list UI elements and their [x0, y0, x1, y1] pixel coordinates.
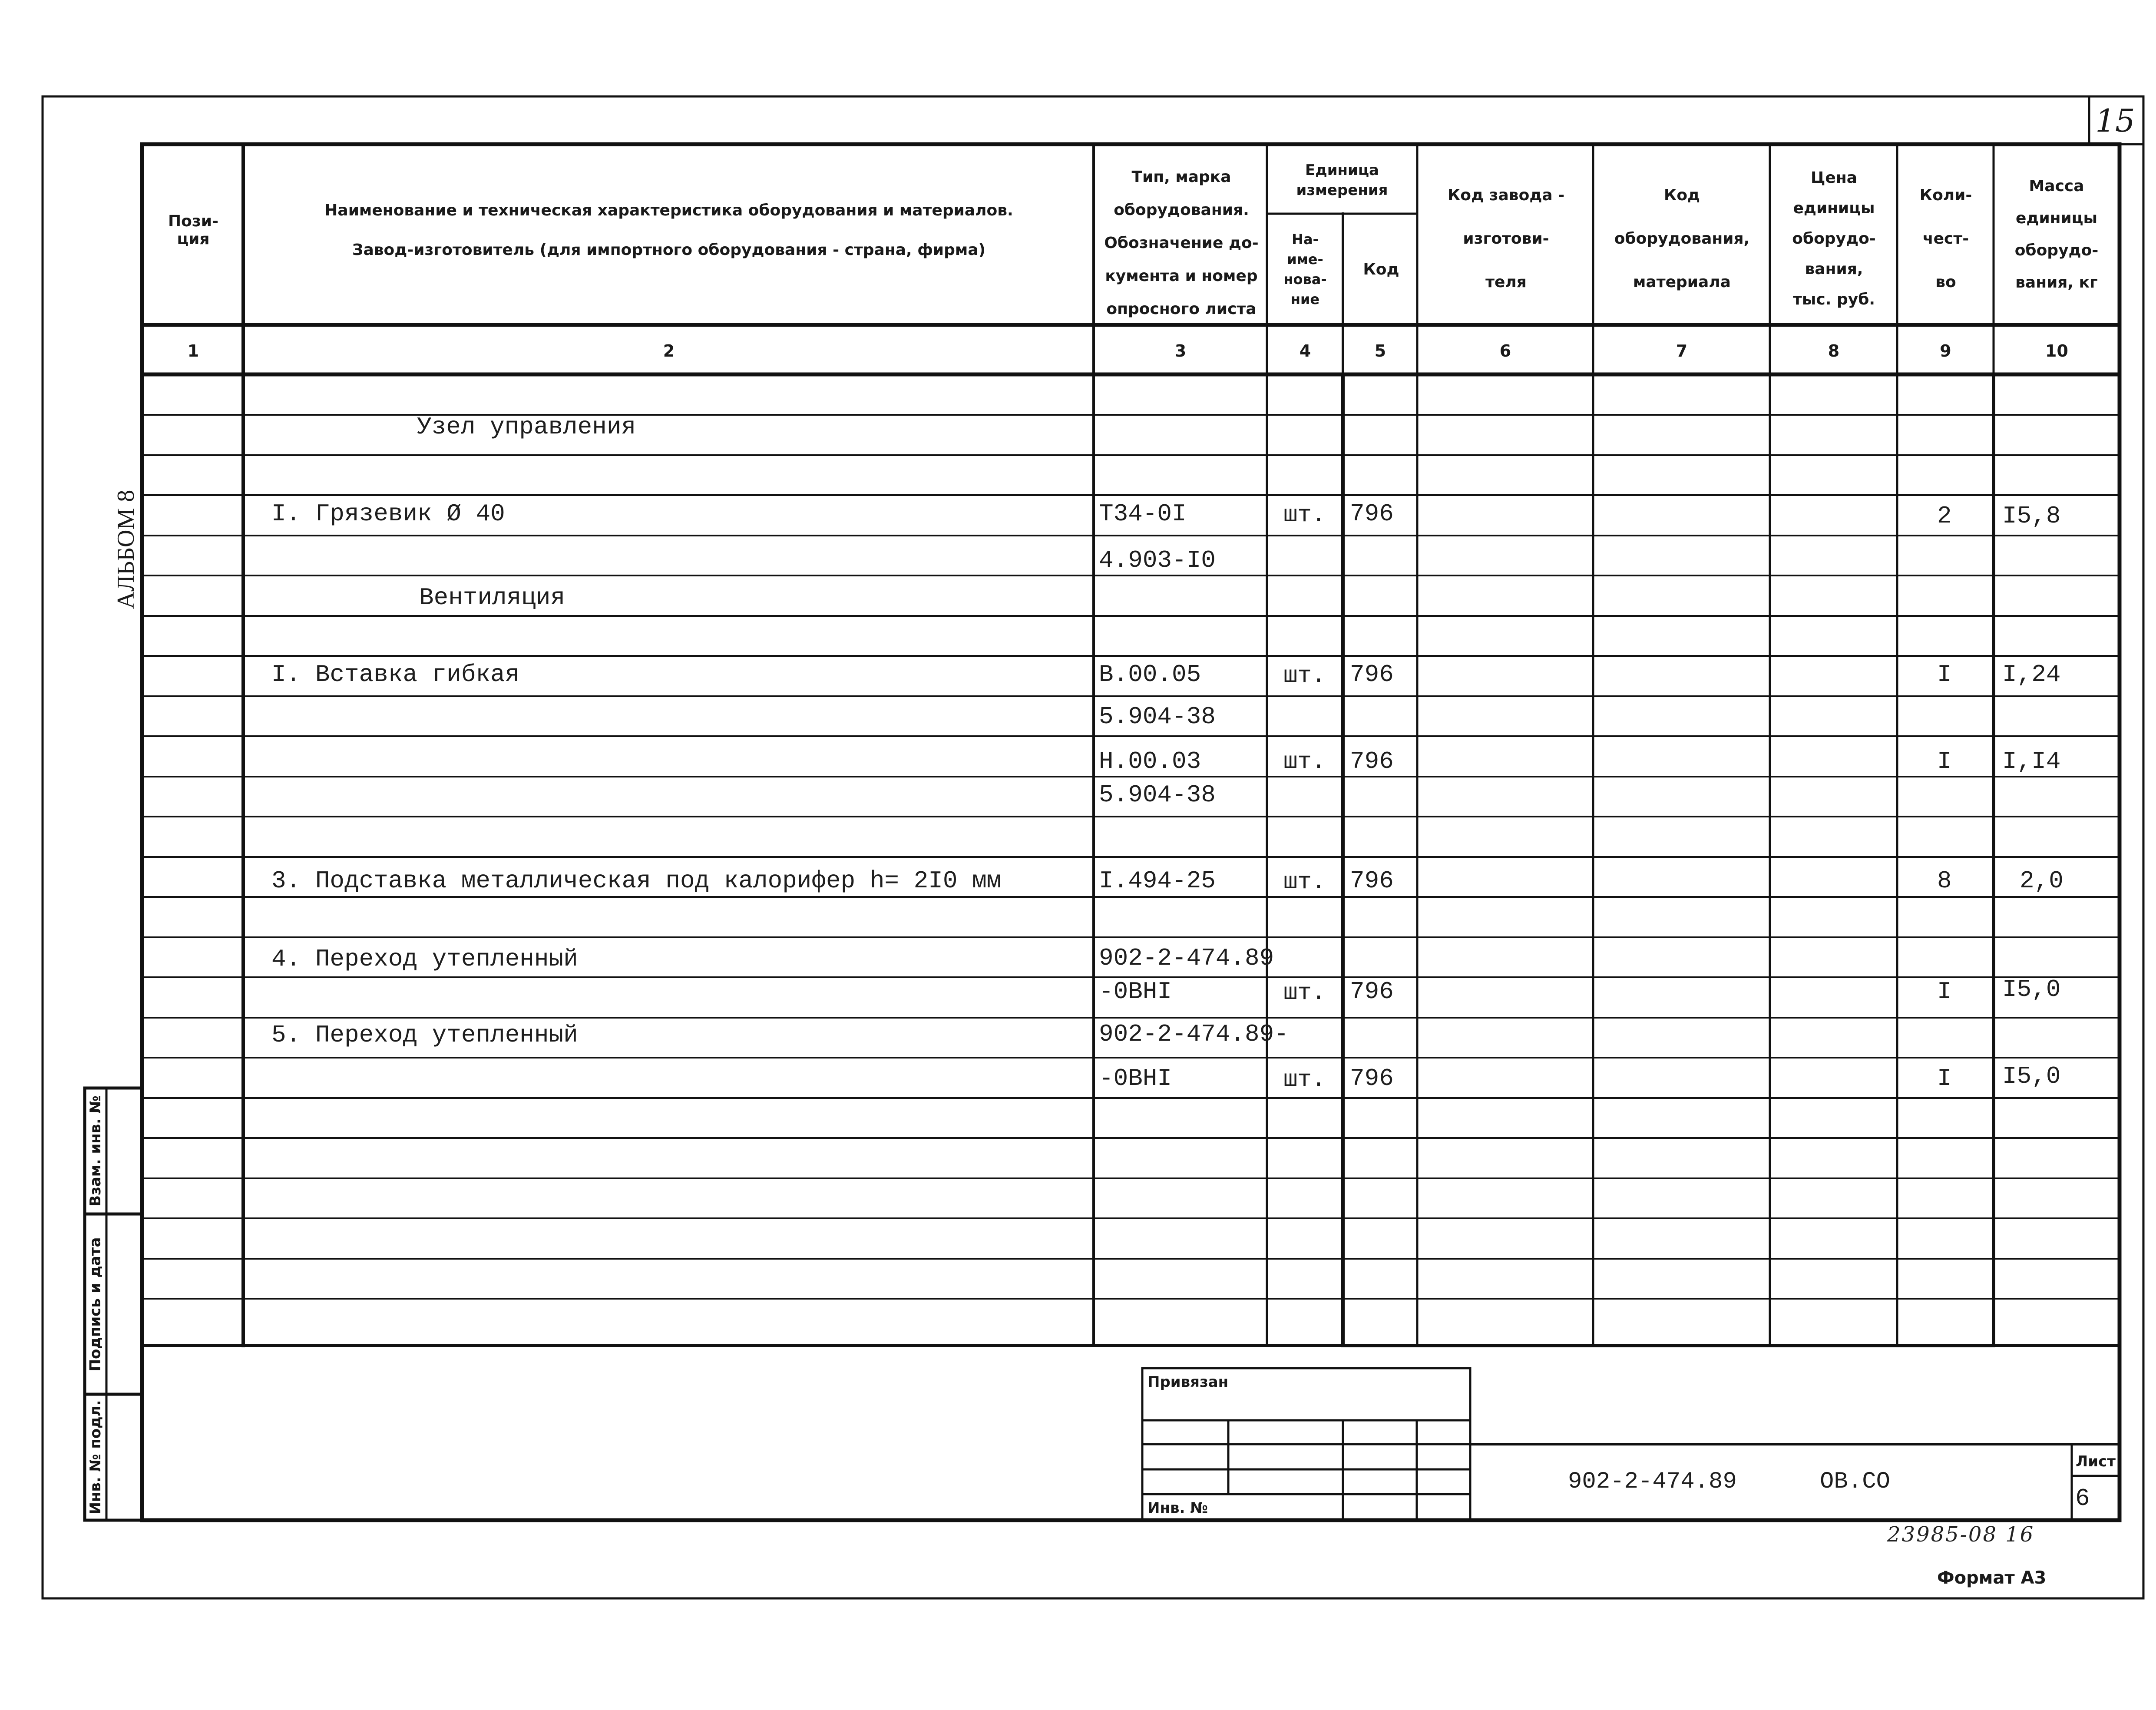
item-mass: I,24 — [2002, 661, 2061, 688]
inv-podl-label: Инв. № подл. — [87, 1400, 104, 1515]
item-doc: I.494-25 — [1099, 867, 1216, 895]
item-name: 5. Переход утепленный — [271, 1021, 578, 1049]
item-doc: -0ВНI — [1099, 978, 1172, 1005]
header-col-4-5: Единица измерения — [1296, 162, 1388, 199]
item-qty: 8 — [1937, 867, 1952, 895]
item-unit: шт. — [1283, 1067, 1326, 1093]
header-col-3-line: кумента и номер — [1105, 267, 1258, 285]
item-qty: I — [1937, 748, 1952, 775]
header-col-6: Код завода - изготови- теля — [1447, 186, 1565, 291]
privyazan-title: Привязан — [1147, 1373, 1229, 1391]
column-number: 8 — [1828, 341, 1840, 361]
album-label: АЛЬБОМ 8 — [112, 490, 139, 609]
title-block-doc-code: 902-2-474.89 — [1568, 1469, 1737, 1495]
item-qty: I — [1937, 978, 1952, 1005]
header-col-1: Пози- ция — [168, 212, 218, 248]
item-doc: -0ВНI — [1099, 1065, 1172, 1092]
header-col-8: Цена единицы оборудо- вания, тыс. руб. — [1792, 169, 1876, 308]
section-title-control-unit: Узел управления — [417, 413, 636, 441]
column-number: 10 — [2045, 341, 2068, 361]
item-qty: 2 — [1937, 502, 1952, 530]
item-unit: шт. — [1283, 502, 1326, 529]
column-number: 1 — [187, 341, 199, 361]
header-col-10: Масса единицы оборудо- вания, кг — [2014, 177, 2099, 291]
header-col-7: Код оборудования, материала — [1614, 186, 1750, 291]
item-mass: I5,8 — [2002, 502, 2061, 530]
item-unit: шт. — [1283, 749, 1326, 775]
item-code: 796 — [1350, 500, 1394, 528]
header-col-2-line-2: Завод-изготовитель (для импортного оборудования - страна, фирма) — [352, 241, 986, 259]
format-label: Формат А3 — [1937, 1568, 2047, 1588]
title-block-sheet-label: Лист — [2076, 1453, 2116, 1470]
item-doc: 4.903-I0 — [1099, 546, 1216, 574]
column-number: 4 — [1299, 341, 1311, 361]
item-doc: 5.904-38 — [1099, 781, 1216, 809]
item-unit: шт. — [1283, 980, 1326, 1006]
column-number: 9 — [1940, 341, 1951, 361]
item-qty: I — [1937, 661, 1952, 688]
header-col-5: Код — [1363, 260, 1399, 278]
header-col-2 — [248, 182, 1090, 278]
column-number: 5 — [1374, 341, 1386, 361]
item-code: 796 — [1350, 978, 1394, 1005]
podpis-data-label: Подпись и дата — [86, 1237, 104, 1372]
item-doc: Т34-0I — [1099, 500, 1187, 528]
header-col-3-line: опросного листа — [1106, 300, 1257, 318]
item-doc: 902-2-474.89- — [1099, 1020, 1289, 1048]
item-code: 796 — [1350, 748, 1394, 775]
item-name: 4. Переход утепленный — [271, 945, 578, 973]
item-doc: 5.904-38 — [1099, 703, 1216, 731]
column-number: 3 — [1174, 341, 1187, 361]
item-unit: шт. — [1283, 663, 1326, 689]
item-mass: I5,0 — [2002, 976, 2061, 1003]
header-col-9: Коли- чест- во — [1919, 186, 1972, 291]
column-number: 7 — [1676, 341, 1688, 361]
item-name: 3. Подставка металлическая под калорифер h= 2I0 мм — [271, 867, 1002, 895]
item-qty: I — [1937, 1065, 1952, 1092]
handwritten-archive-number: 23985-08 16 — [1887, 1522, 2035, 1547]
item-unit: шт. — [1283, 869, 1326, 896]
item-code: 796 — [1350, 1065, 1394, 1092]
title-block-mark: ОВ.СО — [1820, 1469, 1891, 1495]
title-block-sheet-number: 6 — [2075, 1485, 2090, 1512]
item-doc: 902-2-474.89 — [1099, 944, 1274, 972]
header-col-3-line: Тип, марка — [1131, 168, 1231, 186]
item-doc: В.00.05 — [1099, 661, 1201, 688]
section-title-ventilation: Вентиляция — [419, 584, 565, 612]
header-col-4: На- име- нова- ние — [1283, 231, 1327, 308]
corner-sheet-number: 15 — [2095, 103, 2135, 139]
item-doc: Н.00.03 — [1099, 748, 1201, 775]
column-number: 2 — [663, 341, 675, 361]
header-col-2-line-1: Наименование и техническая характеристика оборудования и материалов. — [324, 202, 1013, 219]
item-mass: I5,0 — [2002, 1062, 2061, 1090]
column-number: 6 — [1499, 341, 1511, 361]
item-mass: 2,0 — [2020, 867, 2063, 895]
item-code: 796 — [1350, 867, 1394, 895]
item-mass: I,I4 — [2002, 748, 2061, 775]
item-code: 796 — [1350, 661, 1394, 688]
vzam-inv-label: Взам. инв. № — [87, 1095, 104, 1207]
privyazan-inv-label: Инв. № — [1147, 1499, 1208, 1517]
item-name: I. Вставка гибкая — [271, 661, 520, 688]
header-col-3-line: оборудования. — [1114, 201, 1249, 219]
header-col-3-line: Обозначение до- — [1104, 234, 1259, 252]
item-name: I. Грязевик Ø 40 — [271, 500, 505, 528]
header-col-3 — [1097, 165, 1266, 321]
